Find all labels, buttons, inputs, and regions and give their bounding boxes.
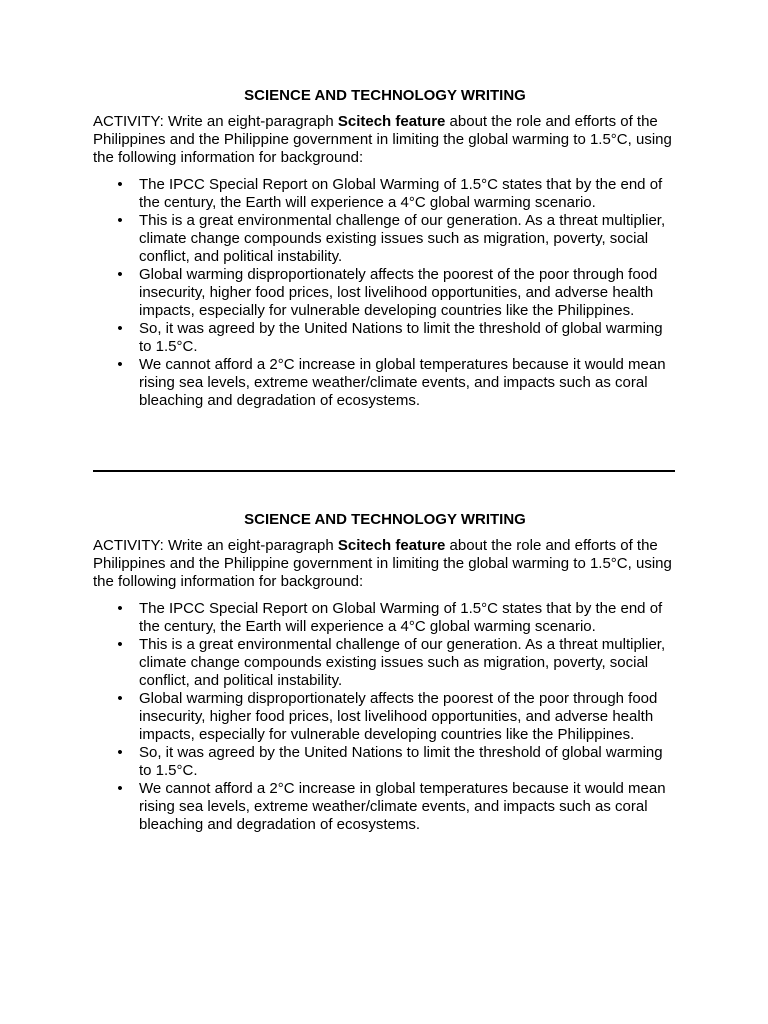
bullet-icon: • xyxy=(117,636,123,653)
list-item-text: So, it was agreed by the United Nations to limit the threshold of global warming to 1.5°C. xyxy=(139,320,663,355)
list-item-text: This is a great environmental challenge of our generation. As a threat multiplier, climate change compounds existing issues such as migration, poverty, social conflict, and political instability. xyxy=(139,212,666,265)
section-title: SCIENCE AND TECHNOLOGY WRITING xyxy=(244,87,526,104)
section-title: SCIENCE AND TECHNOLOGY WRITING xyxy=(244,511,526,528)
bullet-icon: • xyxy=(117,356,123,373)
bullet-icon: • xyxy=(117,212,123,229)
background-list xyxy=(93,176,677,410)
list-item-text: So, it was agreed by the United Nations to limit the threshold of global warming to 1.5°C. xyxy=(139,744,663,779)
bullet-icon: • xyxy=(117,600,123,617)
list-item xyxy=(93,780,677,834)
activity-section-1 xyxy=(93,87,677,410)
bullet-icon: • xyxy=(117,176,123,193)
list-item-text: The IPCC Special Report on Global Warming of 1.5°C states that by the end of the century, the Earth will experience a 4°C global warming scenario. xyxy=(139,600,663,635)
intro-bold-term: Scitech feature xyxy=(337,113,446,130)
list-item xyxy=(93,212,677,266)
activity-instructions xyxy=(93,113,677,167)
list-item xyxy=(93,636,677,690)
bullet-icon: • xyxy=(117,320,123,337)
activity-instructions xyxy=(93,537,677,591)
list-item-text: Global warming disproportionately affects the poorest of the poor through food insecurity, higher food prices, lost livelihood opportunities, and adverse health impacts, especially for vulnerable developing countries like the Philippines. xyxy=(139,690,658,743)
section-divider xyxy=(93,470,675,472)
intro-prefix: ACTIVITY: Write an eight-paragraph xyxy=(93,537,338,554)
intro-bold-term: Scitech feature xyxy=(337,537,446,554)
bullet-icon: • xyxy=(117,690,123,707)
list-item-text: We cannot afford a 2°C increase in global temperatures because it would mean rising sea levels, extreme weather/climate events, and impacts such as coral bleaching and degradation of ecosystems. xyxy=(139,780,666,833)
list-item-text: The IPCC Special Report on Global Warming of 1.5°C states that by the end of the century, the Earth will experience a 4°C global warming scenario. xyxy=(139,176,663,211)
bullet-icon: • xyxy=(117,780,123,797)
activity-section-2 xyxy=(93,511,677,834)
list-item xyxy=(93,176,677,212)
bullet-icon: • xyxy=(117,744,123,761)
intro-suffix: about the role and efforts of the Philippines and the Philippine government in limiting the global warming to 1.5°C, using the following information for background: xyxy=(93,113,672,166)
intro-prefix: ACTIVITY: Write an eight-paragraph xyxy=(93,113,338,130)
background-list xyxy=(93,600,677,834)
intro-suffix: about the role and efforts of the Philippines and the Philippine government in limiting the global warming to 1.5°C, using the following information for background: xyxy=(93,537,672,590)
bullet-icon: • xyxy=(117,266,123,283)
list-item xyxy=(93,356,677,410)
list-item xyxy=(93,600,677,636)
list-item-text: We cannot afford a 2°C increase in global temperatures because it would mean rising sea levels, extreme weather/climate events, and impacts such as coral bleaching and degradation of ecosystems. xyxy=(139,356,666,409)
list-item xyxy=(93,744,677,780)
list-item xyxy=(93,266,677,320)
list-item xyxy=(93,690,677,744)
list-item-text: Global warming disproportionately affects the poorest of the poor through food insecurity, higher food prices, lost livelihood opportunities, and adverse health impacts, especially for vulnerable developing countries like the Philippines. xyxy=(139,266,658,319)
list-item xyxy=(93,320,677,356)
list-item-text: This is a great environmental challenge of our generation. As a threat multiplier, climate change compounds existing issues such as migration, poverty, social conflict, and political instability. xyxy=(139,636,666,689)
